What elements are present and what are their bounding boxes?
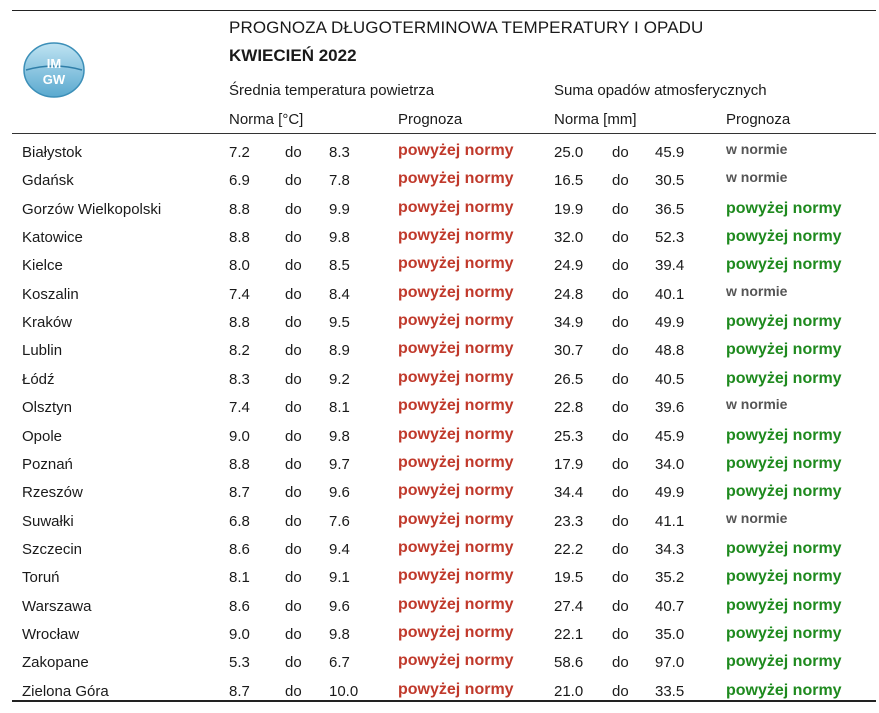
- temp-norm-min: 8.7: [229, 682, 250, 700]
- city-name: Zakopane: [22, 654, 89, 672]
- precip-norm-max: 40.5: [655, 370, 685, 388]
- precip-forecast: powyżej normy: [726, 256, 842, 274]
- temp-norm-min: 7.2: [229, 144, 250, 161]
- table-row: [0, 621, 879, 649]
- temp-range-separator: do: [285, 314, 302, 332]
- temp-norm-max: 9.9: [329, 200, 350, 218]
- city-name: Białystok: [22, 144, 83, 161]
- temp-forecast: powyżej normy: [398, 227, 514, 245]
- precip-norm-max: 45.9: [655, 144, 685, 161]
- precip-range-separator: do: [612, 314, 629, 332]
- temp-norm-max: 9.2: [329, 370, 350, 388]
- precip-norm-min: 23.3: [554, 512, 584, 530]
- table-row: [0, 139, 879, 167]
- temp-norm-min: 8.8: [229, 314, 250, 332]
- precip-norm-min: 22.1: [554, 625, 584, 643]
- precip-norm-min: 27.4: [554, 597, 584, 615]
- table-row: [0, 394, 879, 422]
- table-row: [0, 593, 879, 621]
- city-name: Poznań: [22, 455, 73, 473]
- city-name: Wrocław: [22, 625, 80, 643]
- temp-range-separator: do: [285, 569, 302, 587]
- header-rule: [12, 133, 876, 134]
- precip-norm-min: 34.9: [554, 314, 584, 332]
- temp-range-separator: do: [285, 597, 302, 615]
- precip-norm-min: 19.9: [554, 200, 584, 218]
- table-row: [0, 451, 879, 479]
- city-name: Kraków: [22, 314, 73, 332]
- precip-norm-max: 48.8: [655, 342, 685, 360]
- table-row: [0, 366, 879, 394]
- temp-norm-min: 6.8: [229, 512, 250, 530]
- temp-forecast: powyżej normy: [398, 482, 514, 500]
- temp-range-separator: do: [285, 427, 302, 445]
- temp-forecast: powyżej normy: [398, 623, 514, 641]
- temp-norm-max: 7.8: [329, 172, 350, 190]
- temp-norm-max: 9.8: [329, 625, 350, 643]
- precip-norm-max: 40.1: [655, 285, 685, 303]
- precip-range-separator: do: [612, 285, 629, 303]
- temp-forecast: powyżej normy: [398, 652, 514, 670]
- temp-forecast: powyżej normy: [398, 340, 514, 358]
- precip-norm-max: 45.9: [655, 427, 685, 445]
- temp-norm-min: 8.0: [229, 257, 250, 275]
- precip-forecast: powyżej normy: [726, 426, 842, 444]
- precip-range-separator: do: [612, 257, 629, 275]
- city-name: Zielona Góra: [22, 682, 109, 700]
- precip-forecast: powyżej normy: [726, 483, 842, 501]
- precip-forecast: w normie: [726, 282, 788, 299]
- precip-norm-min: 32.0: [554, 229, 584, 247]
- temp-norm-max: 7.6: [329, 512, 350, 530]
- precip-norm-max: 33.5: [655, 682, 685, 700]
- top-rule: [12, 10, 876, 11]
- city-name: Koszalin: [22, 285, 79, 303]
- precip-norm-max: 49.9: [655, 314, 685, 332]
- precip-forecast: w normie: [726, 509, 788, 526]
- temp-norm-header: Norma [°C]: [229, 111, 304, 128]
- precip-range-separator: do: [612, 455, 629, 473]
- table-row: [0, 281, 879, 309]
- temp-norm-max: 9.5: [329, 314, 350, 332]
- temp-norm-min: 7.4: [229, 399, 250, 417]
- temp-forecast: powyżej normy: [398, 567, 514, 585]
- precip-forecast-header: Prognoza: [726, 111, 791, 128]
- precip-norm-min: 58.6: [554, 654, 584, 672]
- temp-range-separator: do: [285, 654, 302, 672]
- precip-norm-max: 30.5: [655, 172, 685, 190]
- temp-norm-min: 8.6: [229, 597, 250, 615]
- temp-norm-max: 9.7: [329, 455, 350, 473]
- temp-norm-max: 10.0: [329, 682, 359, 700]
- precip-range-separator: do: [612, 342, 629, 360]
- precip-range-separator: do: [612, 682, 629, 700]
- precip-norm-max: 35.2: [655, 569, 685, 587]
- precip-range-separator: do: [612, 597, 629, 615]
- temp-norm-min: 8.8: [229, 455, 250, 473]
- temp-range-separator: do: [285, 172, 302, 190]
- city-name: Warszawa: [22, 597, 92, 615]
- table-row: [0, 224, 879, 252]
- temp-norm-max: 9.8: [329, 427, 350, 445]
- temp-norm-min: 8.1: [229, 569, 250, 587]
- temp-range-separator: do: [285, 370, 302, 388]
- precip-norm-min: 21.0: [554, 682, 584, 700]
- precip-range-separator: do: [612, 569, 629, 587]
- temp-norm-min: 8.8: [229, 200, 250, 218]
- temp-forecast: powyżej normy: [398, 198, 514, 216]
- temp-forecast: powyżej normy: [398, 255, 514, 273]
- temp-norm-max: 9.6: [329, 597, 350, 615]
- temp-range-separator: do: [285, 682, 302, 700]
- precip-norm-max: 36.5: [655, 200, 685, 218]
- temp-norm-max: 9.4: [329, 540, 350, 558]
- precip-norm-max: 34.0: [655, 455, 685, 473]
- precip-norm-max: 39.6: [655, 399, 685, 417]
- precip-norm-min: 24.8: [554, 285, 584, 303]
- precip-forecast: powyżej normy: [726, 199, 842, 217]
- precip-norm-min: 26.5: [554, 370, 584, 388]
- precipitation-group-header: Suma opadów atmosferycznych: [554, 82, 767, 99]
- temp-norm-min: 6.9: [229, 172, 250, 190]
- precip-norm-max: 49.9: [655, 484, 685, 502]
- precip-forecast: powyżej normy: [726, 624, 842, 642]
- temp-forecast: powyżej normy: [398, 538, 514, 556]
- precip-norm-max: 52.3: [655, 229, 685, 247]
- city-name: Szczecin: [22, 540, 83, 558]
- temp-norm-min: 8.7: [229, 484, 250, 502]
- temp-forecast: powyżej normy: [398, 510, 514, 528]
- temp-range-separator: do: [285, 342, 302, 360]
- temp-norm-min: 9.0: [229, 625, 250, 643]
- temp-norm-max: 8.4: [329, 285, 350, 303]
- precip-norm-min: 22.8: [554, 399, 584, 417]
- precip-range-separator: do: [612, 512, 629, 530]
- precip-norm-max: 34.3: [655, 540, 685, 558]
- precip-range-separator: do: [612, 200, 629, 218]
- table-row: [0, 309, 879, 337]
- precip-range-separator: do: [612, 427, 629, 445]
- table-row: [0, 337, 879, 365]
- temp-norm-max: 8.9: [329, 342, 350, 360]
- temp-forecast: powyżej normy: [398, 453, 514, 471]
- temp-range-separator: do: [285, 540, 302, 558]
- temp-norm-max: 9.1: [329, 569, 350, 587]
- precip-range-separator: do: [612, 399, 629, 417]
- temp-norm-min: 5.3: [229, 654, 250, 672]
- city-name: Gorzów Wielkopolski: [22, 200, 162, 218]
- temp-forecast: powyżej normy: [398, 283, 514, 301]
- svg-text:GW: GW: [42, 72, 66, 87]
- table-row: [0, 252, 879, 280]
- bottom-rule: [12, 700, 876, 702]
- precip-forecast: powyżej normy: [726, 369, 842, 387]
- city-name: Lublin: [22, 342, 63, 360]
- temp-norm-max: 6.7: [329, 654, 350, 672]
- table-row: [0, 479, 879, 507]
- precip-forecast: w normie: [726, 169, 788, 186]
- city-name: Katowice: [22, 229, 83, 247]
- table-row: [0, 564, 879, 592]
- precip-range-separator: do: [612, 540, 629, 558]
- city-name: Suwałki: [22, 512, 74, 530]
- temp-range-separator: do: [285, 625, 302, 643]
- precip-norm-min: 19.5: [554, 569, 584, 587]
- precip-range-separator: do: [612, 144, 629, 161]
- temp-norm-max: 8.5: [329, 257, 350, 275]
- temp-range-separator: do: [285, 144, 302, 161]
- imgw-logo: [22, 42, 86, 98]
- precip-forecast: powyżej normy: [726, 596, 842, 614]
- city-name: Kielce: [22, 257, 63, 275]
- precip-norm-max: 40.7: [655, 597, 685, 615]
- precip-norm-max: 97.0: [655, 654, 685, 672]
- temp-range-separator: do: [285, 200, 302, 218]
- precip-norm-header: Norma [mm]: [554, 111, 637, 128]
- city-name: Toruń: [22, 569, 60, 587]
- temp-forecast: powyżej normy: [398, 425, 514, 443]
- precip-norm-min: 24.9: [554, 257, 584, 275]
- temp-norm-min: 9.0: [229, 427, 250, 445]
- precip-norm-max: 41.1: [655, 512, 685, 530]
- table-row: [0, 423, 879, 451]
- temp-range-separator: do: [285, 285, 302, 303]
- precip-norm-max: 39.4: [655, 257, 685, 275]
- precip-norm-min: 17.9: [554, 455, 584, 473]
- page-subtitle: KWIECIEŃ 2022: [229, 46, 357, 65]
- precip-range-separator: do: [612, 484, 629, 502]
- temp-range-separator: do: [285, 229, 302, 247]
- precip-norm-min: 22.2: [554, 540, 584, 558]
- precip-forecast: powyżej normy: [726, 681, 842, 699]
- temp-norm-max: 8.3: [329, 144, 350, 161]
- precip-forecast: w normie: [726, 396, 788, 413]
- city-name: Olsztyn: [22, 399, 73, 417]
- city-name: Opole: [22, 427, 63, 445]
- precip-range-separator: do: [612, 172, 629, 190]
- precip-forecast: powyżej normy: [726, 653, 842, 671]
- temp-range-separator: do: [285, 455, 302, 473]
- precip-forecast: powyżej normy: [726, 228, 842, 246]
- temp-forecast: powyżej normy: [398, 397, 514, 415]
- precip-norm-min: 30.7: [554, 342, 584, 360]
- temp-forecast: powyżej normy: [398, 595, 514, 613]
- precip-forecast: powyżej normy: [726, 539, 842, 557]
- temp-range-separator: do: [285, 257, 302, 275]
- temp-norm-min: 8.3: [229, 370, 250, 388]
- temp-forecast: powyżej normy: [398, 680, 514, 698]
- precip-range-separator: do: [612, 654, 629, 672]
- temp-range-separator: do: [285, 484, 302, 502]
- temp-norm-max: 8.1: [329, 399, 350, 417]
- temp-range-separator: do: [285, 399, 302, 417]
- precip-norm-min: 16.5: [554, 172, 584, 190]
- precip-norm-min: 25.0: [554, 144, 584, 161]
- temp-norm-min: 8.8: [229, 229, 250, 247]
- city-name: Rzeszów: [22, 484, 83, 502]
- temp-norm-min: 8.2: [229, 342, 250, 360]
- precip-norm-min: 25.3: [554, 427, 584, 445]
- precip-forecast: powyżej normy: [726, 568, 842, 586]
- temp-forecast-header: Prognoza: [398, 111, 463, 128]
- precip-range-separator: do: [612, 370, 629, 388]
- temp-norm-max: 9.6: [329, 484, 350, 502]
- temp-forecast: powyżej normy: [398, 368, 514, 386]
- city-name: Łódź: [22, 370, 55, 388]
- precip-forecast: powyżej normy: [726, 313, 842, 331]
- temp-range-separator: do: [285, 512, 302, 530]
- precip-forecast: powyżej normy: [726, 454, 842, 472]
- city-name: Gdańsk: [22, 172, 74, 190]
- precip-norm-min: 34.4: [554, 484, 584, 502]
- svg-text:IM: IM: [46, 56, 62, 71]
- table-row: [0, 167, 879, 195]
- temp-forecast: powyżej normy: [398, 142, 514, 159]
- temp-norm-max: 9.8: [329, 229, 350, 247]
- precip-norm-max: 35.0: [655, 625, 685, 643]
- precip-range-separator: do: [612, 229, 629, 247]
- precip-forecast: w normie: [726, 141, 788, 157]
- temp-forecast: powyżej normy: [398, 170, 514, 188]
- temp-forecast: powyżej normy: [398, 312, 514, 330]
- page-title: PROGNOZA DŁUGOTERMINOWA TEMPERATURY I OPADU: [229, 18, 704, 37]
- temp-norm-min: 8.6: [229, 540, 250, 558]
- table-row: [0, 536, 879, 564]
- temp-norm-min: 7.4: [229, 285, 250, 303]
- precip-forecast: powyżej normy: [726, 341, 842, 359]
- precip-range-separator: do: [612, 625, 629, 643]
- table-row: [0, 196, 879, 224]
- temperature-group-header: Średnia temperatura powietrza: [229, 82, 435, 99]
- table-row: [0, 508, 879, 536]
- table-row: [0, 649, 879, 677]
